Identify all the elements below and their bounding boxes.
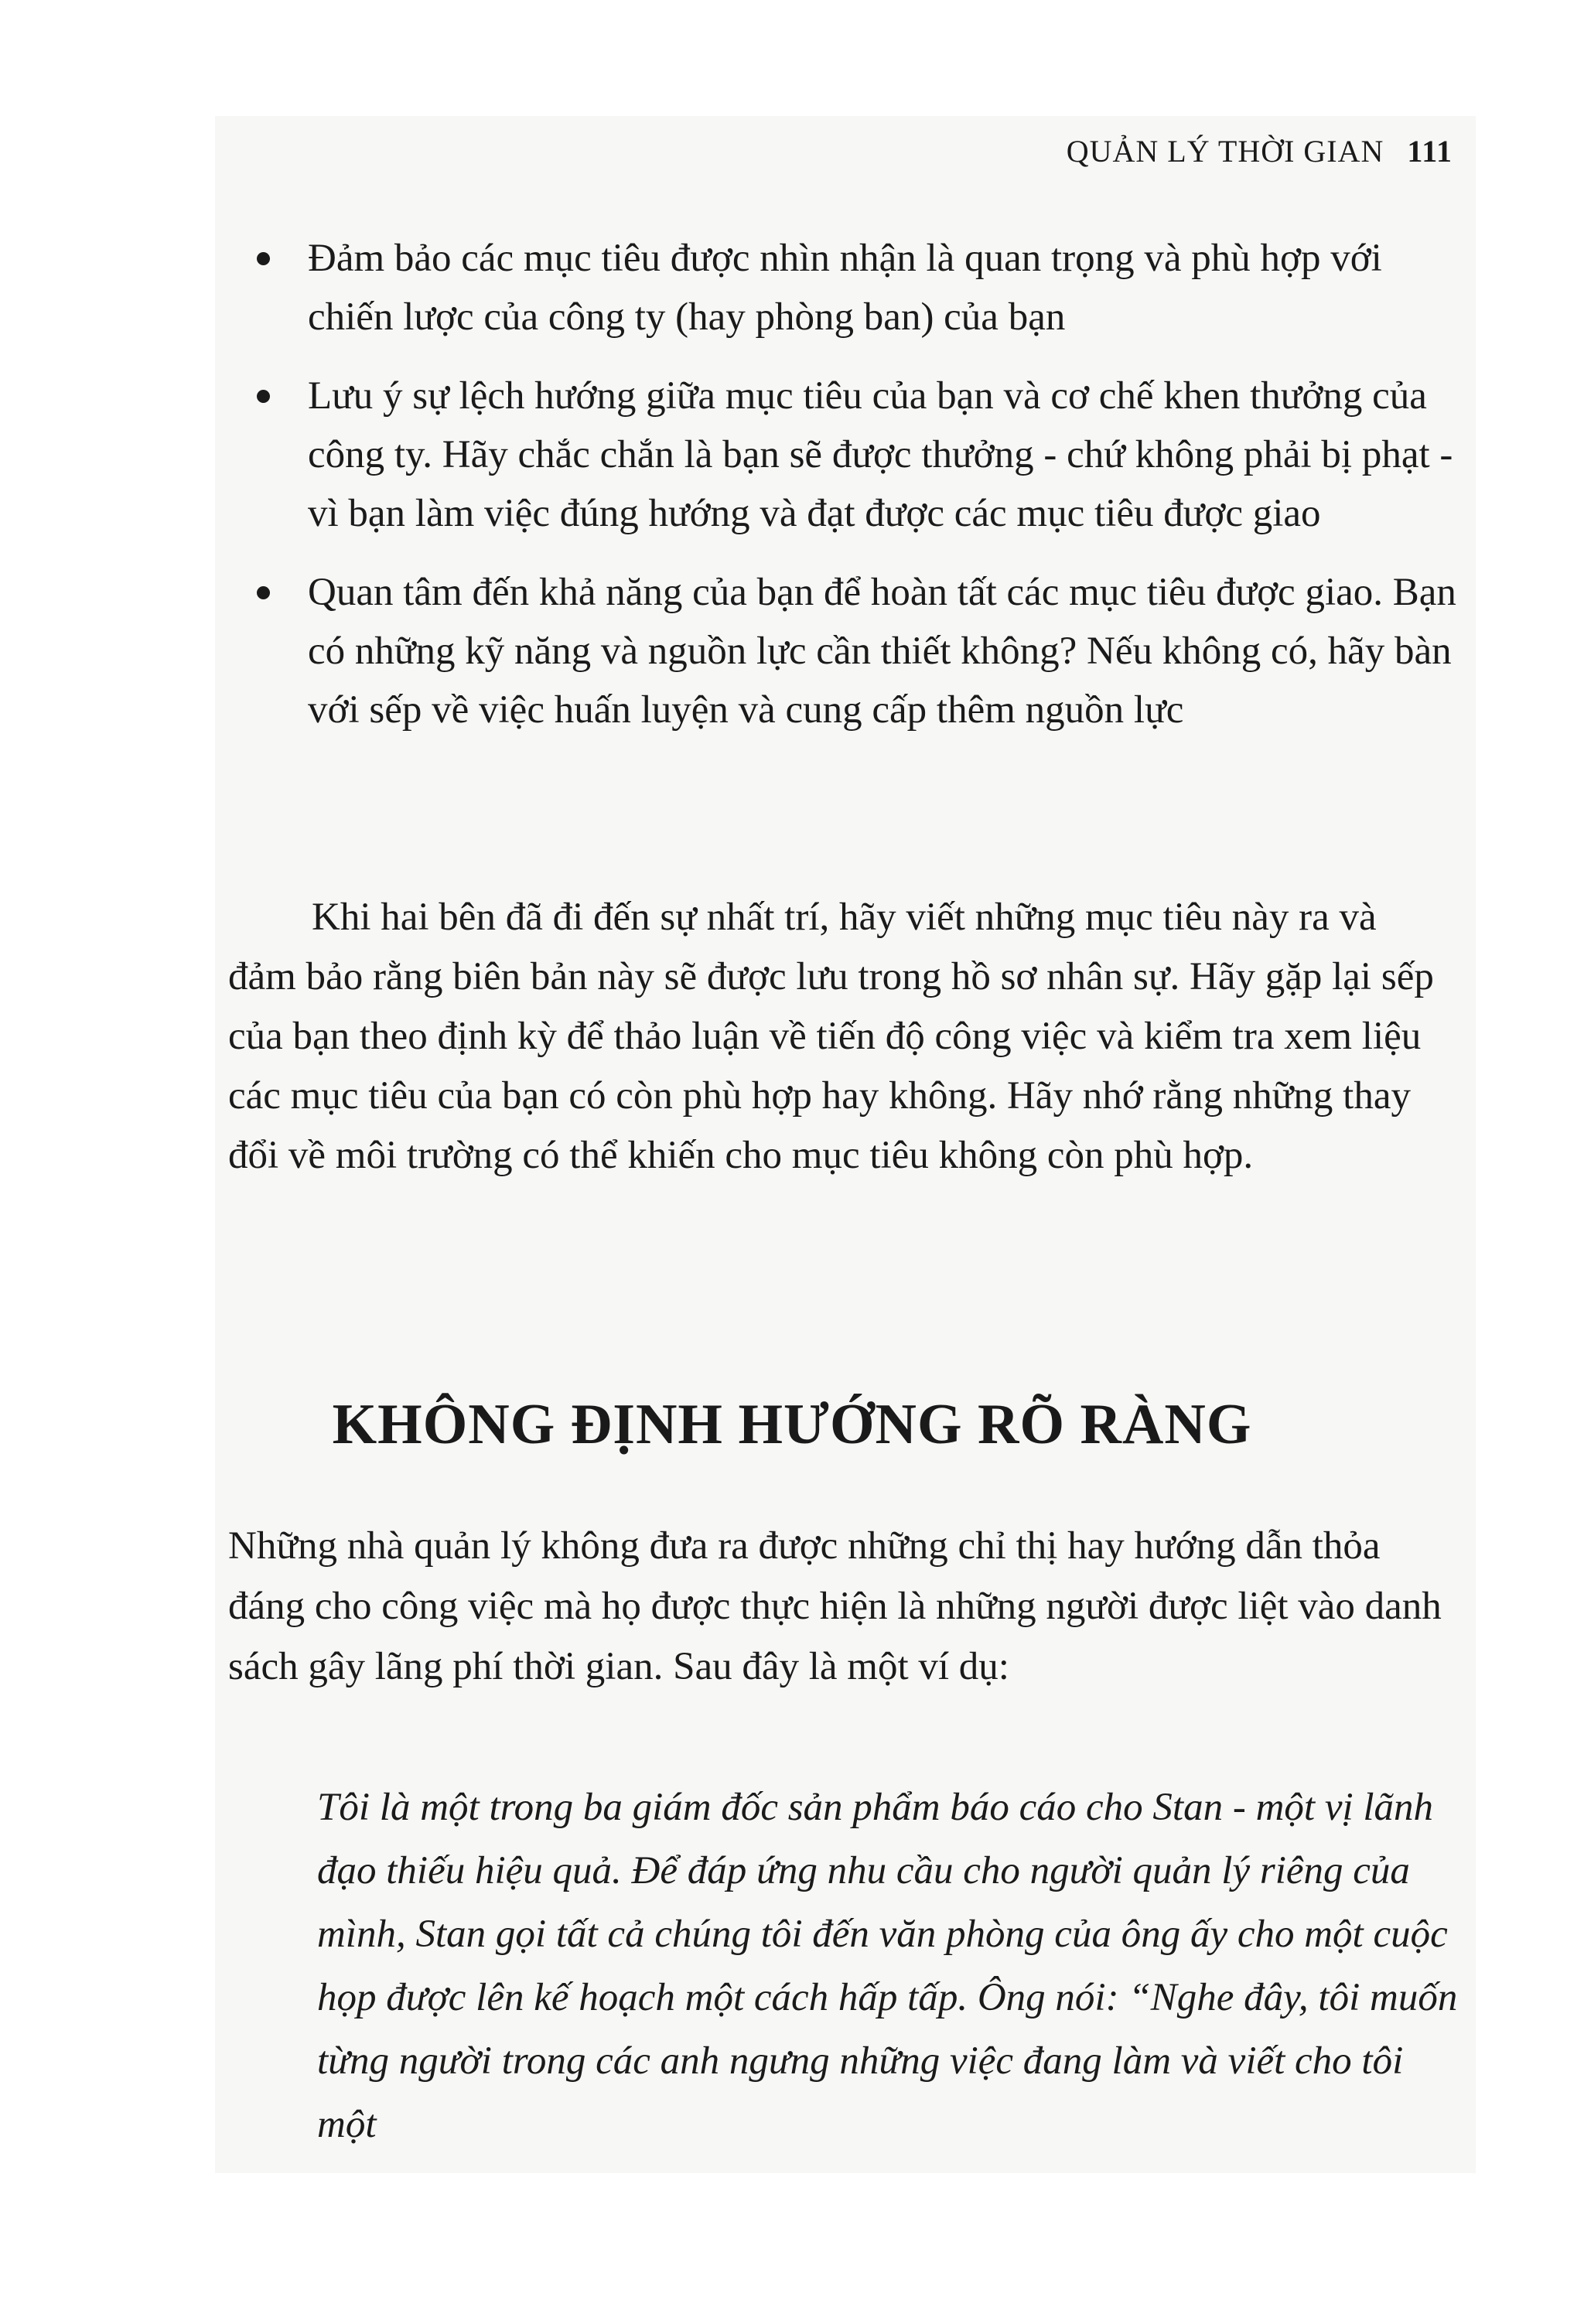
bullet-item bbox=[255, 367, 1462, 543]
bullet-text: Quan tâm đến khả năng của bạn để hoàn tất các mục tiêu được giao. Bạn có những kỹ năng và nguồn lực cần thiết không? Nếu không có, hãy bàn với sếp về việc huấn luyện và cung cấp thêm nguồn lực bbox=[308, 571, 1456, 732]
bullet-item bbox=[255, 563, 1462, 739]
running-header-title: QUẢN LÝ THỜI GIAN bbox=[1066, 134, 1384, 169]
bullet-list bbox=[255, 229, 1462, 759]
quoted-example: Tôi là một trong ba giám đốc sản phẩm báo cáo cho Stan - một vị lãnh đạo thiếu hiệu quả. Để đáp ứng nhu cầu cho người quản lý riêng của mình, Stan gọi tất cả chúng tôi đến văn phòng của ông ấy cho một cuộc họp được lên kế hoạch một cách hấp tấp. Ông nói: “Nghe đây, tôi muốn từng người trong các anh ngưng những việc đang làm và viết cho tôi một bbox=[317, 1786, 1458, 2146]
section-heading: KHÔNG ĐỊNH HƯỚNG RÕ RÀNG bbox=[332, 1393, 1252, 1456]
body-paragraph: Những nhà quản lý không đưa ra được những chỉ thị hay hướng dẫn thỏa đáng cho công việc mà họ được thực hiện là những người được liệt vào danh sách gây lãng phí thời gian. Sau đây là một ví dụ: bbox=[228, 1524, 1442, 1688]
page-number: 111 bbox=[1407, 134, 1453, 169]
bullet-icon bbox=[257, 390, 270, 403]
bullet-text: Lưu ý sự lệch hướng giữa mục tiêu của bạn và cơ chế khen thưởng của công ty. Hãy chắc chắn là bạn sẽ được thưởng - chứ không phải bị phạt - vì bạn làm việc đúng hướng và đạt được các mục tiêu được giao bbox=[308, 374, 1453, 535]
bullet-text: Đảm bảo các mục tiêu được nhìn nhận là quan trọng và phù hợp với chiến lược của công ty (hay phòng ban) của bạn bbox=[308, 237, 1382, 339]
bullet-icon bbox=[257, 586, 270, 599]
body-paragraph: Khi hai bên đã đi đến sự nhất trí, hãy viết những mục tiêu này ra và đảm bảo rằng biên bản này sẽ được lưu trong hồ sơ nhân sự. Hãy gặp lại sếp của bạn theo định kỳ để thảo luận về tiến độ công việc và kiểm tra xem liệu các mục tiêu của bạn có còn phù hợp hay không. Hãy nhớ rằng những thay đổi về môi trường có thể khiến cho mục tiêu không còn phù hợp. bbox=[228, 896, 1434, 1177]
bullet-item bbox=[255, 229, 1462, 346]
running-header bbox=[1005, 133, 1453, 169]
bullet-icon bbox=[257, 252, 270, 265]
